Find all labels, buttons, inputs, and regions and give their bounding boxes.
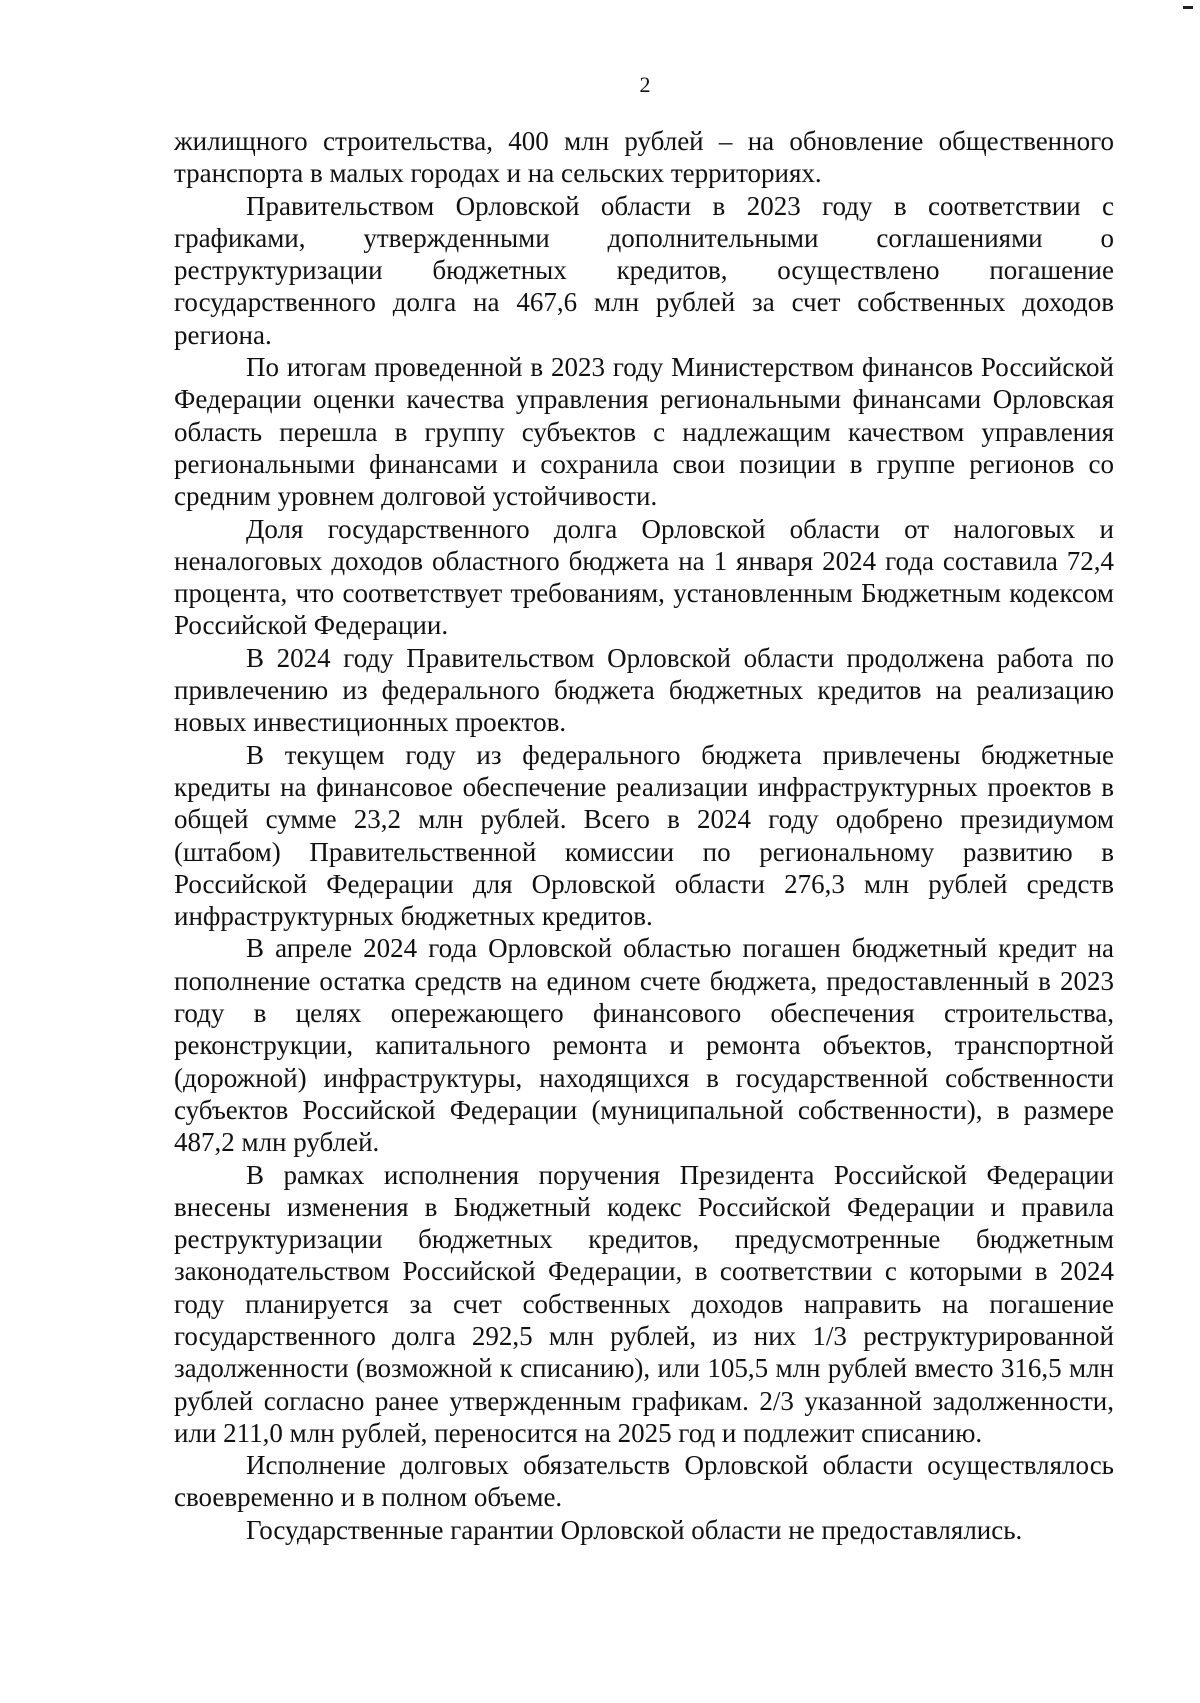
paragraph-1: жилищного строительства, 400 млн рублей – на обновление общественного транспорта в малых городах и на сельских территориях. (174, 126, 1114, 189)
paragraph-6: В текущем году из федерального бюджета привлечены бюджетные кредиты на финансовое обеспечение реализации инфраструктурных проектов в общей сумме 23,2 млн рублей. Всего в 2024 году одобрено президиумом (штабом) Правительственной комиссии по региональному развитию в Российской Федерации для Орловской области 276,3 млн рублей средств инфраструктурных бюджетных кредитов. (174, 739, 1114, 932)
paragraph-2: Правительством Орловской области в 2023 году в соответствии с графиками, утвержденными дополнительными соглашениями о реструктуризации бюджетных кредитов, осуществлено погашение государственного долга на 467,6 млн рублей за счет собственных доходов региона. (174, 190, 1114, 350)
corner-scan-mark (1183, 6, 1193, 9)
paragraph-10: Государственные гарантии Орловской области не предоставлялись. (246, 1514, 1023, 1545)
paragraph-3: По итогам проведенной в 2023 году Министерством финансов Российской Федерации оценки качества управления региональными финансами Орловская область перешла в группу субъектов с надлежащим качеством управления региональными финансами и сохранила свои позиции в группе регионов со средним уровнем долговой устойчивости. (174, 352, 1114, 512)
paragraph-8: В рамках исполнения поручения Президента Российской Федерации внесены изменения в Бюджетный кодекс Российской Федерации и правила реструктуризации бюджетных кредитов, предусмотренные бюджетным законодательством Российской Федерации, в соответствии с которыми в 2024 году планируется за счет собственных доходов направить на погашение государственного долга 292,5 млн рублей, из них 1/3 реструктурированной задолженности (возможной к списанию), или 105,5 млн рублей вместо 316,5 млн рублей согласно ранее утвержденным графикам. 2/3 указанной задолженности, или 211,0 млн рублей, переносится на 2025 год и подлежит списанию. (174, 1159, 1114, 1448)
document-body (174, 125, 1114, 1546)
paragraph-9: Исполнение долговых обязательств Орловской области осуществлялось своевременно и в полном объеме. (174, 1450, 1114, 1513)
paragraph-4: Доля государственного долга Орловской области от налоговых и неналоговых доходов областного бюджета на 1 января 2024 года составила 72,4 процента, что соответствует требованиям, установленным Бюджетным кодексом Российской Федерации. (174, 513, 1114, 641)
paragraph-7: В апреле 2024 года Орловской областью погашен бюджетный кредит на пополнение остатка средств на едином счете бюджета, предоставленный в 2023 году в целях опережающего финансового обеспечения строительства, реконструкции, капитального ремонта и ремонта объектов, транспортной (дорожной) инфраструктуры, находящихся в государственной собственности субъектов Российской Федерации (муниципальной собственности), в размере 487,2 млн рублей. (174, 933, 1114, 1158)
paragraph-5: В 2024 году Правительством Орловской области продолжена работа по привлечению из федерального бюджета бюджетных кредитов на реализацию новых инвестиционных проектов. (174, 642, 1114, 738)
page-number: 2 (639, 72, 651, 97)
